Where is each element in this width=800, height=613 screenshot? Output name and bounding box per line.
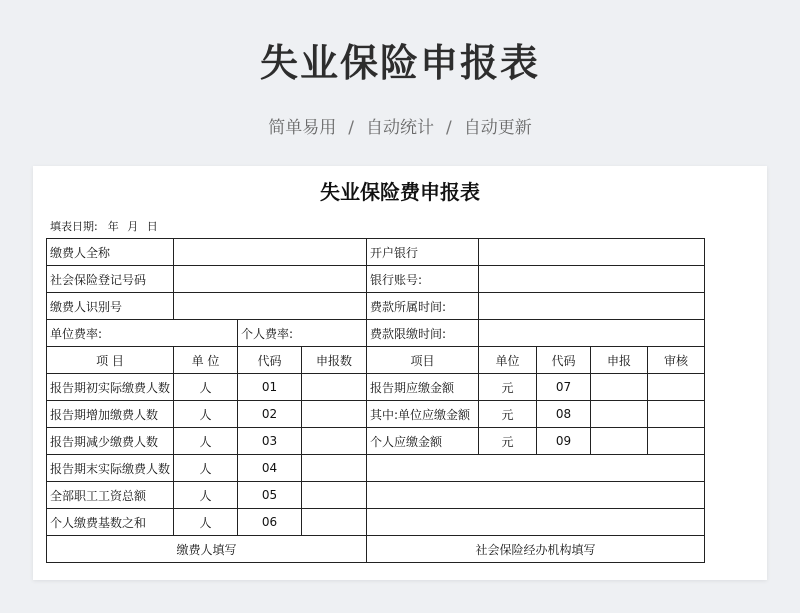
declared-value-cell[interactable] — [591, 374, 648, 401]
item-cell: 个人应缴金额 — [367, 428, 479, 455]
form-sheet — [33, 166, 767, 580]
unit-cell: 人 — [174, 482, 238, 509]
deadline-field[interactable] — [479, 320, 705, 347]
declared-value-cell[interactable] — [591, 401, 648, 428]
payer-fill-label: 缴费人填写 — [47, 536, 367, 563]
unit-cell: 元 — [479, 428, 537, 455]
declaration-table — [46, 238, 705, 563]
declared-value-cell[interactable] — [591, 428, 648, 455]
payer-id-field[interactable] — [174, 293, 367, 320]
empty-area — [367, 509, 705, 536]
footer-row — [47, 536, 705, 563]
code-cell: 01 — [238, 374, 302, 401]
page-title: 失业保险申报表 — [259, 41, 540, 85]
col-header: 代码 — [238, 347, 302, 374]
fill-date-label: 填表日期: — [50, 220, 98, 233]
info-row — [47, 320, 705, 347]
item-cell: 报告期减少缴费人数 — [47, 428, 174, 455]
code-cell: 06 — [238, 509, 302, 536]
unit-rate-label[interactable]: 单位费率: — [47, 320, 238, 347]
col-header: 申报 — [591, 347, 648, 374]
fill-date — [50, 218, 158, 234]
period-label: 费款所属时间: — [367, 293, 479, 320]
table-row — [47, 428, 705, 455]
declared-value-cell[interactable] — [302, 455, 367, 482]
declared-value-cell[interactable] — [302, 482, 367, 509]
item-cell: 报告期增加缴费人数 — [47, 401, 174, 428]
col-header: 审核 — [648, 347, 705, 374]
code-cell: 07 — [537, 374, 591, 401]
declared-value-cell[interactable] — [302, 509, 367, 536]
info-row — [47, 239, 705, 266]
audit-value-cell[interactable] — [648, 401, 705, 428]
code-cell: 09 — [537, 428, 591, 455]
subtitle-separator: / — [446, 118, 452, 138]
item-cell: 个人缴费基数之和 — [47, 509, 174, 536]
deadline-label: 费款限缴时间: — [367, 320, 479, 347]
item-cell: 报告期初实际缴费人数 — [47, 374, 174, 401]
period-field[interactable] — [479, 293, 705, 320]
page-subtitle — [0, 113, 800, 138]
declared-value-cell[interactable] — [302, 428, 367, 455]
reg-no-field[interactable] — [174, 266, 367, 293]
unit-cell: 元 — [479, 374, 537, 401]
unit-cell: 元 — [479, 401, 537, 428]
unit-cell: 人 — [174, 428, 238, 455]
code-cell: 05 — [238, 482, 302, 509]
unit-cell: 人 — [174, 509, 238, 536]
table-row — [47, 401, 705, 428]
subtitle-feature: 自动更新 — [463, 118, 532, 138]
info-row — [47, 293, 705, 320]
empty-area — [367, 455, 705, 482]
subtitle-feature: 自动统计 — [366, 118, 434, 138]
code-cell: 02 — [238, 401, 302, 428]
header-row — [47, 347, 705, 374]
code-cell: 08 — [537, 401, 591, 428]
col-header: 单位 — [479, 347, 537, 374]
subtitle-separator: / — [348, 118, 354, 138]
unit-cell: 人 — [174, 455, 238, 482]
info-row — [47, 266, 705, 293]
payer-id-label: 缴费人识别号 — [47, 293, 174, 320]
table-row — [47, 374, 705, 401]
form-title: 失业保险费申报表 — [320, 180, 480, 204]
payer-name-label: 缴费人全称 — [47, 239, 174, 266]
unit-cell: 人 — [174, 374, 238, 401]
col-header: 申报数 — [302, 347, 367, 374]
declared-value-cell[interactable] — [302, 374, 367, 401]
bank-label: 开户银行 — [367, 239, 479, 266]
col-header: 项目 — [367, 347, 479, 374]
col-header: 项 目 — [47, 347, 174, 374]
reg-no-label: 社会保险登记号码 — [47, 266, 174, 293]
col-header: 单 位 — [174, 347, 238, 374]
item-cell: 其中:单位应缴金额 — [367, 401, 479, 428]
fill-date-units: 年 月 日 — [107, 220, 158, 233]
payer-name-field[interactable] — [174, 239, 367, 266]
audit-value-cell[interactable] — [648, 428, 705, 455]
table-row — [47, 509, 705, 536]
agency-fill-label: 社会保险经办机构填写 — [367, 536, 705, 563]
account-field[interactable] — [479, 266, 705, 293]
unit-cell: 人 — [174, 401, 238, 428]
subtitle-feature: 简单易用 — [268, 118, 337, 138]
item-cell: 全部职工工资总额 — [47, 482, 174, 509]
item-cell: 报告期应缴金额 — [367, 374, 479, 401]
table-row — [47, 482, 705, 509]
bank-field[interactable] — [479, 239, 705, 266]
code-cell: 03 — [238, 428, 302, 455]
declared-value-cell[interactable] — [302, 401, 367, 428]
personal-rate-label[interactable]: 个人费率: — [238, 320, 367, 347]
item-cell: 报告期末实际缴费人数 — [47, 455, 174, 482]
col-header: 代码 — [537, 347, 591, 374]
table-row — [47, 455, 705, 482]
account-label: 银行账号: — [367, 266, 479, 293]
empty-area — [367, 482, 705, 509]
audit-value-cell[interactable] — [648, 374, 705, 401]
code-cell: 04 — [238, 455, 302, 482]
